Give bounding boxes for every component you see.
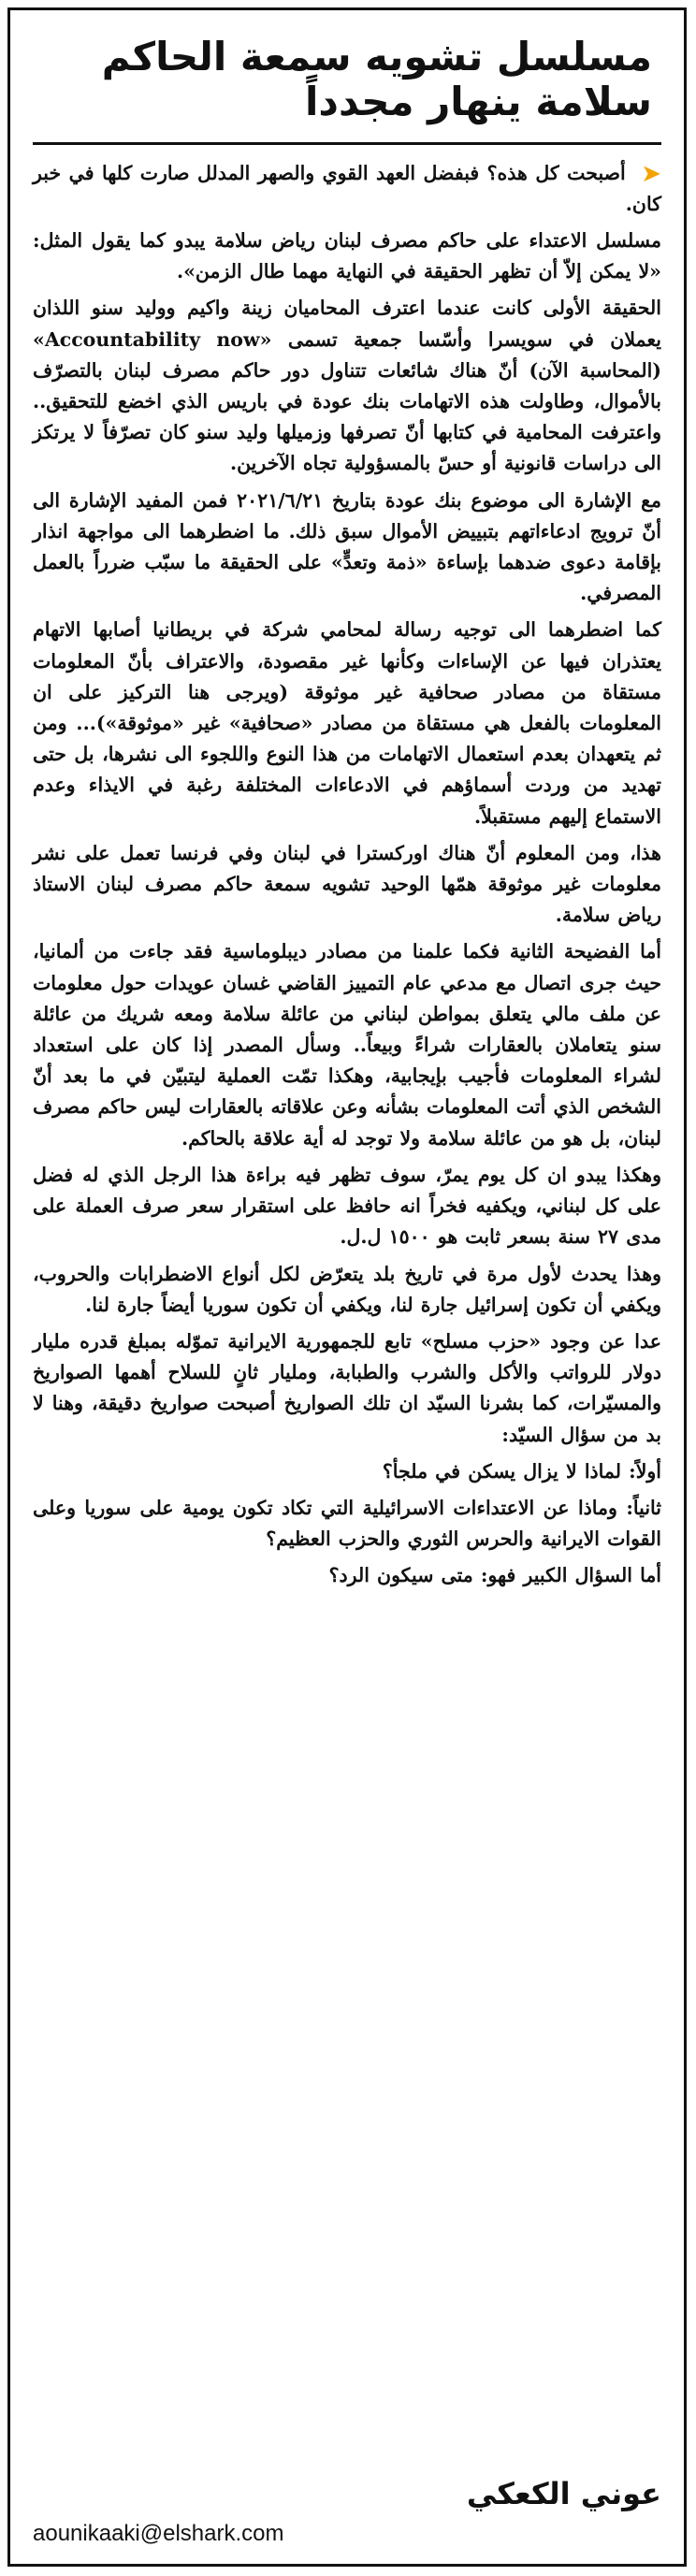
paragraph: ثانياً: وماذا عن الاعتداءات الاسرائيلية التي تكاد تكون يومية على سوريا وعلى القوات الايرانية والحرس الثوري والحزب العظيم؟ (33, 1496, 661, 1551)
article-frame (7, 7, 687, 2567)
paragraph: كما اضطرهما الى توجيه رسالة لمحامي شركة في بريطانيا أصابها الاتهام يعتذران فيها عن الإساءات وكأنها غير مقصودة، والاعتراف بأنّ المعلومات مستقاة من مصادر صحافية غير موثوقة (ويرجى هنا التركيز على ان المعلومات بالفعل هي مستقاة من مصادر «صحافية» غير «موثوقة»)... ومن ثم يتعهدان بعدم استعمال الاتهامات من هذا النوع واللجوء الى نشرها، بل حتى تهديد من وردت أسماؤهم في الادعاءات المختلفة رغبة في الايذاء وعدم الاستماع إليهم مستقبلاً. (33, 618, 661, 828)
author-email[interactable]: aounikaaki@elshark.com (33, 2521, 284, 2546)
article-body (33, 158, 661, 1592)
paragraph: عدا عن وجود «حزب مسلح» تابع للجمهورية الايرانية تموّله بمبلغ قدره مليار دولار للرواتب والأكل والشرب والطبابة، ومليار ثانٍ للسلاح أهمها الصواريخ والمسيّرات، كما بشرنا السيّد ان تلك الصواريخ أصبحت صواريخ دقيقة، وهنا لا بد من سؤال السيّد: (33, 1329, 661, 1446)
headline-divider (33, 142, 661, 145)
arrow-left-icon: ➤ (641, 160, 661, 189)
paragraph: أولاً: لماذا لا يزال يسكن في ملجأ؟ (382, 1459, 661, 1483)
headline: مسلسل تشويه سمعة الحاكم سلامة ينهار مجدداً (101, 34, 652, 125)
paragraph: وهذا يحدث لأول مرة في تاريخ بلد يتعرّض لكل أنواع الاضطرابات والحروب، ويكفي أن تكون إسرائيل جارة لنا، ويكفي أن تكون سوريا أيضاً جارة لنا. (33, 1262, 661, 1316)
paragraph: الحقيقة الأولى كانت عندما اعترف المحاميان زينة واكيم ووليد سنو اللذان يعملان في سويسرا وأسّسا جمعية تسمى «Accountability now» (المحاسبة الآن) أنّ هناك شائعات تتناول دور حاكم مصرف لبنان بالتصرّف بالأموال، وطاولت هذه الاتهامات بنك عودة في باريس الذي اخضع للتحقيق.. واعترفت المحامية في كتابها أنّ تصرفها وزميلها وليد سنو كان تصرّفاً لا يرتكز الى دراسات قانونية أو حسّ بالمسؤولية تجاه الآخرين. (33, 297, 662, 475)
paragraph: مع الإشارة الى موضوع بنك عودة بتاريخ ٢٠٢١/٦/٢١ فمن المفيد الإشارة الى أنّ ترويج ادعاءاتهم بتبييض الأموال سبق ذلك. ما اضطرهما الى مواجهة انذار بإقامة دعوى ضدهما بإساءة «ذمة وتعدٍّ» على الحقيقة ما سبّب ضرراً بالعمل المصرفي. (33, 488, 661, 605)
lead-text: أصبحت كل هذه؟ فبفضل العهد القوي والصهر المدلل صارت كلها في خبر كان. (33, 161, 661, 215)
author-signature: عوني الكعكي (466, 2476, 661, 2511)
paragraph: مسلسل الاعتداء على حاكم مصرف لبنان رياض سلامة يبدو كما يقول المثل: «لا يمكن إلاّ أن تظهر الحقيقة في النهاية مهما طال الزمن». (33, 229, 661, 283)
paragraph: وهكذا يبدو ان كل يوم يمرّ، سوف تظهر فيه براءة هذا الرجل الذي له فضل على كل لبناني، ويكفيه فخراً انه حافظ على استقرار سعر صرف العملة على مدى ٢٧ سنة بسعر ثابت هو ١٥٠٠ ل.ل. (33, 1163, 661, 1249)
paragraph: أما الفضيحة الثانية فكما علمنا من مصادر ديبلوماسية فقد جاءت من ألمانيا، حيث جرى اتصال مع مدعي عام التمييز القاضي غسان عويدات حول معلومات عن ملف مالي يتعلق بمواطن لبناني من عائلة سلامة ومعه شريك من عائلة سنو يتعاملان بالعقارات شراءً وبيعاً.. وسأل المصدر إذا كان على استعداد لشراء المعلومات فأجيب بإيجابية، وهكذا تمّت العملية ليتبيّن في ما بعد أنّ الشخص الذي أتت المعلومات بشأنه وعن علاقاته بالعقارات ليس حاكم مصرف لبنان، بل هو من عائلة سلامة ولا توجد له أية علاقة بالحاكم. (33, 940, 661, 1150)
lead-paragraph (33, 158, 661, 220)
paragraph: أما السؤال الكبير فهو: متى سيكون الرد؟ (328, 1564, 661, 1587)
paragraph: هذا، ومن المعلوم أنّ هناك اوركسترا في لبنان وفي فرنسا تعمل على نشر معلومات غير موثوقة همّها الوحيد تشويه سمعة حاكم مصرف لبنان الاستاذ رياض سلامة. (33, 841, 661, 927)
